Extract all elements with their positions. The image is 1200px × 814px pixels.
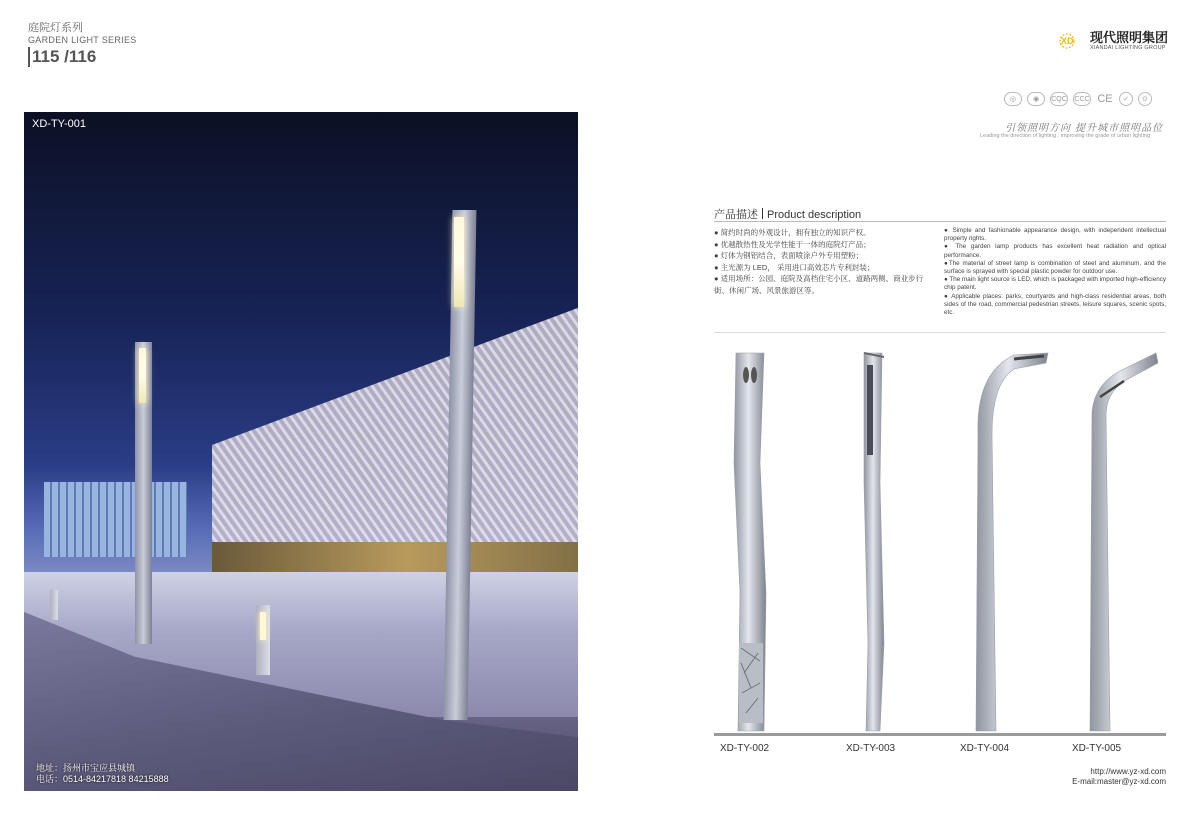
description-cn-item: ● 优越散热性及光学性能于一体的庭院灯产品；: [714, 239, 871, 249]
description-en-item: ● Applicable places: parks, courtyards and high-class residential areas, both sides of the road, commercial pedestrian streets, leisure squares, scenic spots, etc.: [944, 292, 1166, 317]
ce-icon: CE: [1097, 93, 1113, 105]
logo-mark-icon: [1058, 30, 1084, 52]
bollard-lamp-light: [260, 612, 266, 640]
page-numbers: [28, 47, 137, 67]
product-code-label: XD-TY-004: [960, 743, 1010, 754]
svg-text:XD: XD: [1061, 36, 1074, 46]
photo-product-code: XD-TY-001: [32, 118, 87, 130]
ccc-mark-icon: CCC: [1073, 92, 1091, 106]
address-line: 地址：扬州市宝应县城镇: [36, 763, 136, 773]
brand-slogan-cn: 引领照明方向 提升城市照明品位: [1005, 123, 1164, 134]
product-lineup: [714, 343, 1166, 738]
description-en: [944, 227, 1166, 317]
description-cn: [714, 227, 936, 296]
product-scene-photo: [24, 112, 578, 791]
background-building: [44, 482, 187, 557]
certification-icons: [1004, 92, 1152, 106]
ground-line: [714, 733, 1166, 736]
description-cn-item: ● 简约时尚的外观设计，拥有独立的知识产权。: [714, 228, 871, 237]
photo-address: [36, 763, 169, 785]
contact-info: [1060, 767, 1166, 787]
page-numbers-text: 115 /116: [32, 47, 97, 66]
description-en-item: ●The material of street lamp is combination of steel and aluminum, and the surface is sprayed with special plastic powder for outdoor use.: [944, 259, 1166, 276]
cqc-mark-icon: CQC: [1050, 92, 1068, 106]
product-code-label: XD-TY-005: [1072, 743, 1122, 754]
description-en-item: ● The garden lamp products has excellent heat radiation and optical performance.: [944, 243, 1166, 259]
series-header: [28, 22, 137, 67]
product-image-xd-ty-003: [864, 353, 884, 731]
title-separator: [762, 208, 763, 219]
iso-icon: ⊙: [1138, 92, 1152, 106]
brand-logo: [1058, 30, 1168, 52]
website-link[interactable]: http://www.yz-xd.com: [1090, 767, 1166, 776]
divider: [714, 221, 1166, 222]
description-cn-item: ● 灯体为钢铝结合，表面喷涂户外专用塑粉；: [714, 251, 864, 260]
series-title-en: GARDEN LIGHT SERIES: [28, 35, 137, 45]
divider: [714, 332, 1166, 333]
email-link[interactable]: E-mail:master@yz-xd.com: [1072, 777, 1166, 786]
cqc-icon: ◉: [1027, 92, 1045, 106]
description-title-en: Product description: [767, 209, 862, 221]
product-code-label: XD-TY-002: [720, 743, 770, 754]
ccc-icon: ◎: [1004, 92, 1022, 106]
bollard-lamp: [50, 590, 58, 620]
description-en-item: ● Simple and fashionable appearance design, with independent intellectual property rights.: [944, 227, 1166, 243]
garden-lamp-light: [139, 348, 146, 403]
description-cn-item: ● 主光源为 LED， 采用进口高效芯片专利封装；: [714, 262, 875, 272]
phone-line: 电话：0514-84217818 84215888: [36, 774, 169, 784]
description-title: [714, 206, 861, 222]
product-image-xd-ty-002: [734, 353, 766, 731]
product-image-xd-ty-004: [976, 353, 1048, 731]
description-title-cn: 产品描述: [714, 209, 758, 221]
series-title-cn: 庭院灯系列: [28, 22, 83, 34]
description-en-item: ● The main light source is LED, which is packaged with imported high-efficiency chip patent.: [944, 276, 1166, 292]
description-cn-item: ● 适用场所：公园、庭院及高档住宅小区、道路两侧、商业步行街、休闲广场、风景旅游区等。: [714, 274, 924, 295]
brand-slogan-en: Leading the direction of lighting , improving the grade of urban lighting: [980, 133, 1151, 139]
product-image-xd-ty-005: [1090, 353, 1158, 731]
brand-name-cn: 现代照明集团: [1090, 30, 1169, 45]
rohs-icon: ✓: [1119, 92, 1133, 106]
brand-name-en: XIANDAI LIGHTING GROUP: [1090, 45, 1166, 51]
garden-lamp-light: [454, 217, 464, 307]
product-code-label: XD-TY-003: [846, 743, 896, 754]
